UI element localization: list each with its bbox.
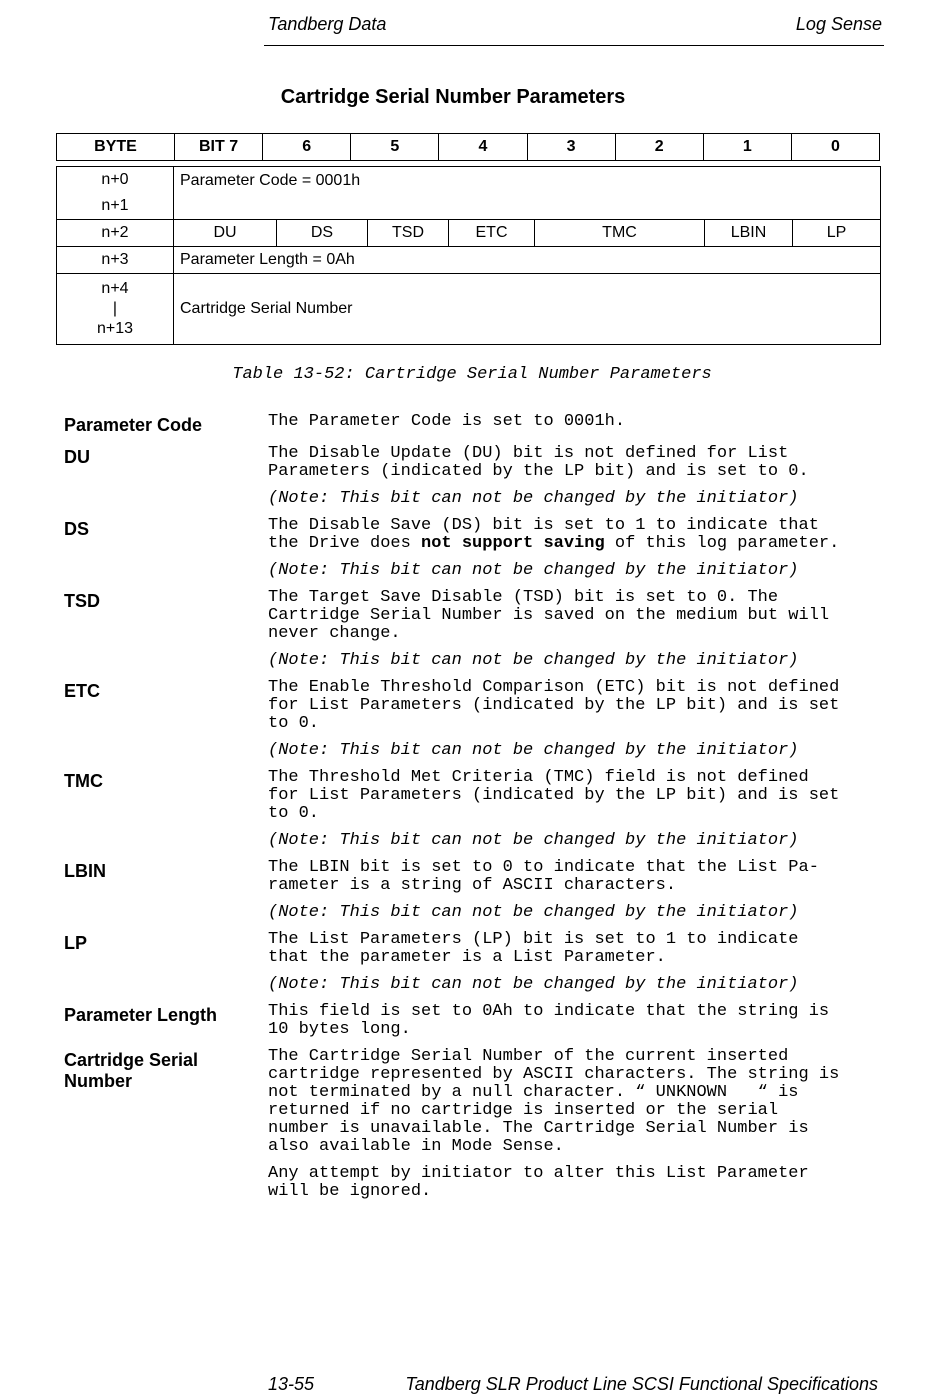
text-run: The Disable Save (DS) bit is set to 1 to indicate that the Drive does <box>268 516 819 553</box>
byte-cell <box>57 167 174 220</box>
byte-label: n+0 <box>101 171 129 188</box>
bit-cell-du: DU <box>174 220 277 247</box>
page-title: Cartridge Serial Number Parameters <box>280 86 626 108</box>
definition-term: DS <box>64 519 90 539</box>
definition-term: Parameter Code <box>64 415 203 435</box>
table-row <box>57 274 881 345</box>
definition-note: (Note: This bit can not be changed by the initiator) <box>268 975 799 994</box>
bit-cell-lp: LP <box>793 220 881 247</box>
definition-term: TMC <box>64 771 103 791</box>
definition-paragraph <box>268 517 884 553</box>
definition-term <box>64 1048 268 1201</box>
definition-row <box>64 1003 884 1039</box>
text-run: of this log parameter. <box>604 534 840 553</box>
definition-paragraph: The Target Save Disable (TSD) bit is set to 0. The Cartridge Serial Number is saved on the medium but will never change. <box>268 588 830 643</box>
byte-label: n+1 <box>101 197 129 214</box>
definition-paragraph: The Threshold Met Criteria (TMC) field is not defined for List Parameters (indicated by the LP bit) and is set to 0. <box>268 768 840 823</box>
definition-note: (Note: This bit can not be changed by the initiator) <box>268 561 799 580</box>
table-row <box>57 220 881 247</box>
definition-term: Parameter Length <box>64 1005 218 1025</box>
header-company: Tandberg Data <box>268 14 387 34</box>
serial-number-cell: Cartridge Serial Number <box>174 274 881 345</box>
parameter-length-cell: Parameter Length = 0Ah <box>174 247 881 274</box>
definition-text <box>268 769 884 850</box>
definition-row <box>64 1048 884 1201</box>
header-cell-bit2: 2 <box>615 134 703 161</box>
header-cell-bit1: 1 <box>703 134 791 161</box>
byte-range-bar: | <box>112 300 118 317</box>
byte-label: n+13 <box>96 320 134 337</box>
definition-paragraph: The List Parameters (LP) bit is set to 1 to indicate that the parameter is a List Parameter. <box>268 930 799 967</box>
term-line: Cartridge Serial <box>64 1050 199 1070</box>
definition-term: TSD <box>64 591 100 611</box>
bit-cell-ds: DS <box>277 220 368 247</box>
definition-text <box>268 1048 884 1201</box>
table-caption: Table 13-52: Cartridge Serial Number Parameters <box>232 365 712 384</box>
definition-note: (Note: This bit can not be changed by the initiator) <box>268 903 799 922</box>
header-section: Log Sense <box>795 14 882 34</box>
definition-term: LP <box>64 933 88 953</box>
definition-text <box>268 445 884 508</box>
term-line: Number <box>64 1071 133 1091</box>
definition-text <box>268 517 884 580</box>
byte-label: n+4 <box>101 280 129 297</box>
emphasis-text: not support saving <box>421 534 605 553</box>
header-cell-bit3: 3 <box>527 134 615 161</box>
header-cell-bit5: 5 <box>351 134 439 161</box>
definition-paragraph: This field is set to 0Ah to indicate that the string is 10 bytes long. <box>268 1002 830 1039</box>
definition-term: LBIN <box>64 861 106 881</box>
definition-row <box>64 589 884 670</box>
definition-row <box>64 679 884 760</box>
definition-note: (Note: This bit can not be changed by the initiator) <box>268 741 799 760</box>
definition-row <box>64 769 884 850</box>
definition-paragraph: The Enable Threshold Comparison (ETC) bit is not defined for List Parameters (indicated by the LP bit) and is set to 0. <box>268 678 840 733</box>
byte-cell: n+2 <box>57 220 174 247</box>
bit-cell-etc: ETC <box>449 220 535 247</box>
definition-note: (Note: This bit can not be changed by the initiator) <box>268 489 799 508</box>
definition-row <box>64 445 884 508</box>
parameter-code-cell: Parameter Code = 0001h <box>174 167 881 220</box>
bit-cell-lbin: LBIN <box>705 220 793 247</box>
definition-row <box>64 517 884 580</box>
definition-term: DU <box>64 447 90 467</box>
header-cell-bit4: 4 <box>439 134 527 161</box>
definition-note: (Note: This bit can not be changed by the initiator) <box>268 831 799 850</box>
page-number: 13-55 <box>268 1374 315 1394</box>
bit-cell-tmc: TMC <box>535 220 705 247</box>
bit-cell-tsd: TSD <box>368 220 449 247</box>
definition-paragraph: The LBIN bit is set to 0 to indicate that the List Pa- rameter is a string of ASCII characters. <box>268 858 819 895</box>
definition-row <box>64 859 884 922</box>
header-cell-bit0: 0 <box>791 134 879 161</box>
definition-paragraph: Any attempt by initiator to alter this List Parameter will be ignored. <box>268 1164 809 1201</box>
header-cell-bit7: BIT 7 <box>175 134 263 161</box>
definition-text <box>268 1003 884 1039</box>
table-row <box>57 247 881 274</box>
definition-paragraph: The Parameter Code is set to 0001h. <box>268 412 626 431</box>
table-row <box>57 167 881 220</box>
definition-text <box>268 679 884 760</box>
definition-term: ETC <box>64 681 100 701</box>
definition-note: (Note: This bit can not be changed by the initiator) <box>268 651 799 670</box>
definition-text <box>268 931 884 994</box>
document-title: Tandberg SLR Product Line SCSI Functional Specifications <box>405 1374 878 1394</box>
parameter-layout-table <box>56 166 881 345</box>
definition-text <box>268 859 884 922</box>
bit-header-table <box>56 133 880 161</box>
byte-cell <box>57 274 174 345</box>
header-rule <box>264 45 884 46</box>
header-cell-bit6: 6 <box>263 134 351 161</box>
definition-row <box>64 413 884 436</box>
byte-cell: n+3 <box>57 247 174 274</box>
definition-list <box>64 413 884 1210</box>
definition-row <box>64 931 884 994</box>
definition-text <box>268 413 884 436</box>
definition-paragraph: The Cartridge Serial Number of the current inserted cartridge represented by ASCII characters. The string is not terminated by a null character. “ UNKNOWN “ is returned if no cartridge is inserted or the serial number is unavailable. The Cartridge Serial Number is also available in Mode Sense. <box>268 1047 840 1156</box>
header-cell-byte: BYTE <box>57 134 175 161</box>
definition-text <box>268 589 884 670</box>
definition-paragraph: The Disable Update (DU) bit is not defined for List Parameters (indicated by the LP bit) and is set to 0. <box>268 444 809 481</box>
